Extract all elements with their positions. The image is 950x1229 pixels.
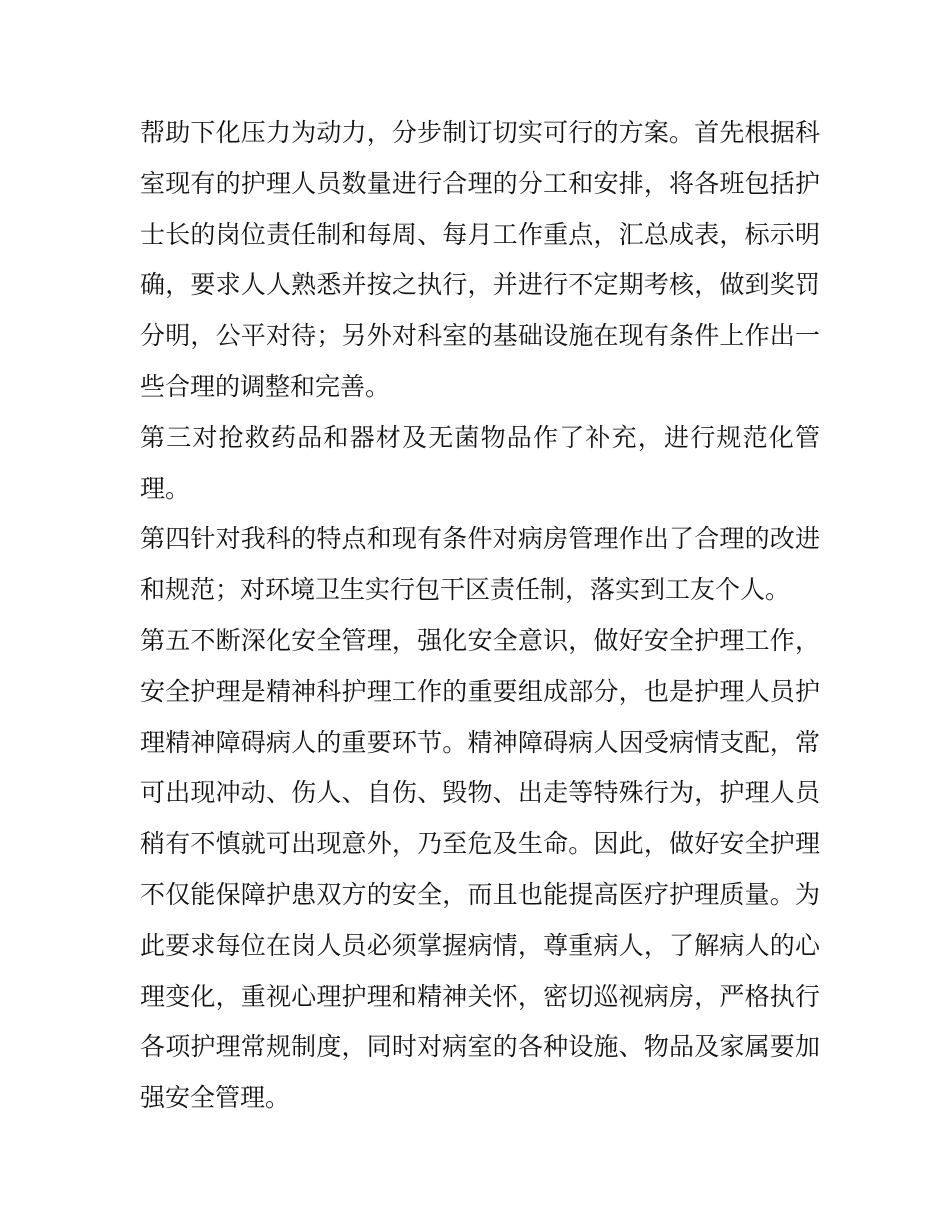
paragraph-fifth [140, 616, 820, 1124]
text-line: 分明，公平对待；另外对科室的基础设施在现有条件上作出一 [140, 321, 820, 351]
text-line: 各项护理常规制度，同时对病室的各种设施、物品及家属要加 [140, 1032, 820, 1062]
text-line: 不仅能保障护患双方的安全，而且也能提高医疗护理质量。为 [140, 879, 820, 909]
text-line: 第四针对我科的特点和现有条件对病房管理作出了合理的改进 [140, 524, 820, 554]
text-line: 理变化，重视心理护理和精神关怀，密切巡视病房，严格执行 [140, 981, 820, 1011]
text-line: 安全护理是精神科护理工作的重要组成部分，也是护理人员护 [140, 676, 820, 706]
text-line: 理。 [140, 473, 191, 503]
paragraph-third [140, 413, 820, 515]
text-line: 稍有不慎就可出现意外，乃至危及生命。因此，做好安全护理 [140, 829, 820, 859]
text-line: 确，要求人人熟悉并按之执行，并进行不定期考核，做到奖罚 [140, 270, 820, 300]
text-line: 帮助下化压力为动力，分步制订切实可行的方案。首先根据科 [140, 118, 820, 147]
text-line: 理精神障碍病人的重要环节。精神障碍病人因受病情支配，常 [140, 727, 820, 757]
text-line: 第三对抢救药品和器材及无菌物品作了补充，进行规范化管 [140, 422, 820, 452]
text-line: 此要求每位在岗人员必须掌握病情，尊重病人，了解病人的心 [140, 930, 820, 960]
paragraph-fourth [140, 514, 820, 616]
text-line: 士长的岗位责任制和每周、每月工作重点，汇总成表，标示明 [140, 219, 820, 249]
text-line: 可出现冲动、伤人、自伤、毁物、出走等特殊行为，护理人员 [140, 778, 820, 808]
text-line: 些合理的调整和完善。 [140, 371, 391, 401]
text-line: 和规范；对环境卫生实行包干区责任制，落实到工友个人。 [140, 575, 791, 605]
paragraph-scheme [140, 108, 820, 413]
text-line: 强安全管理。 [140, 1083, 291, 1113]
document-body [140, 108, 820, 1124]
text-line: 第五不断深化安全管理，强化安全意识，做好安全护理工作， [140, 625, 820, 655]
text-line: 室现有的护理人员数量进行合理的分工和安排，将各班包括护 [140, 168, 820, 198]
